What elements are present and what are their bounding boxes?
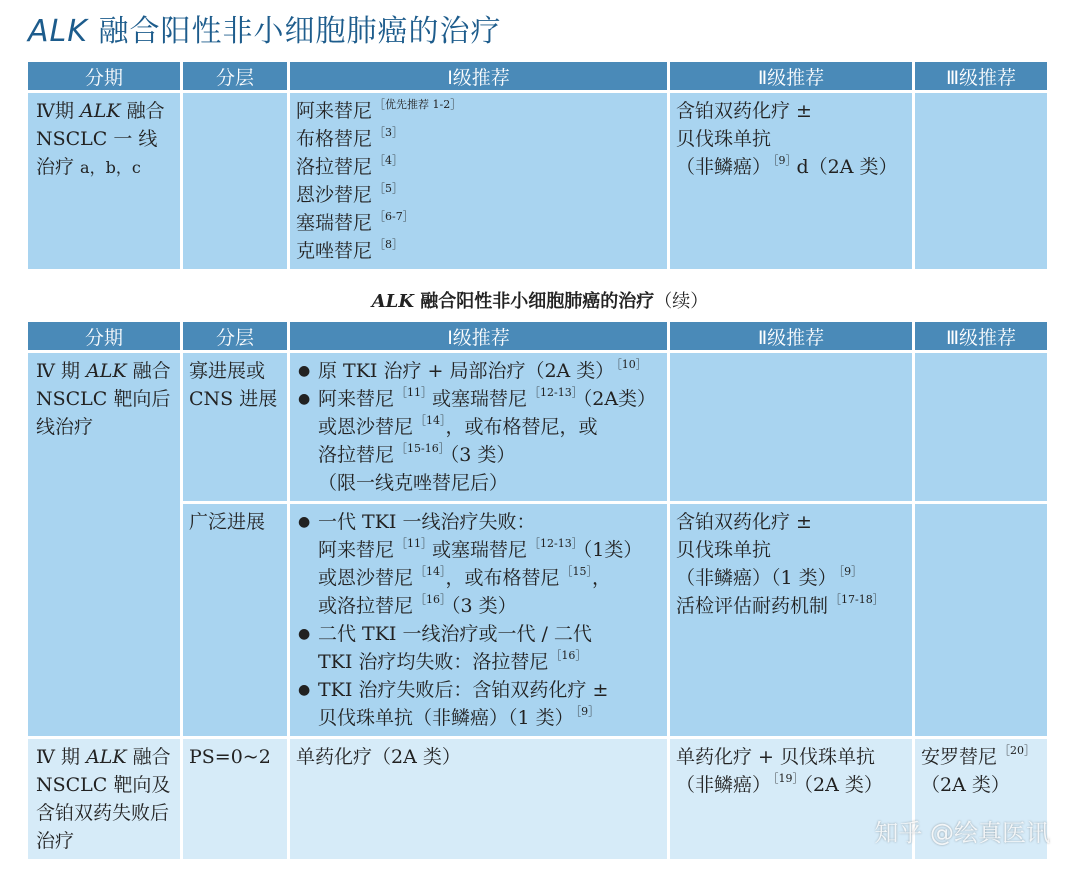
- header-layer: 分层: [183, 62, 287, 90]
- level3-cell: [915, 350, 1047, 501]
- title-text: 融合阳性非小细胞肺癌的治疗: [87, 14, 502, 49]
- table-row: [28, 90, 1047, 269]
- stage-cell: Ⅳ期 ALK 融合 NSCLC 一 线治疗 a，b，c: [28, 90, 180, 269]
- header-level2: Ⅱ级推荐: [670, 322, 912, 350]
- header-level2: Ⅱ级推荐: [670, 62, 912, 90]
- table-continued-title: ALK 融合阳性非小细胞肺癌的治疗（续）: [371, 291, 709, 312]
- level1-cell: [290, 90, 667, 269]
- list-item: ● 原 TKI 治疗 + 局部治疗（2A 类） $^{[10]}$: [296, 357, 661, 385]
- header-row: [28, 62, 1047, 90]
- drug-item: 恩沙替尼 $^{[5]}$: [296, 182, 404, 206]
- level2-cell: 含铂双药化疗 ± 贝伐珠单抗 （非鳞癌）（1 类） $^{[9]}$ 活检评估耐药机制 $^{[17-18]}$: [670, 501, 912, 736]
- drug-item: 克唑替尼 $^{[8]}$: [296, 238, 404, 262]
- layer-cell: [183, 90, 287, 269]
- list-item: ● 二代 TKI 一线治疗或一代 / 二代 TKI 治疗均失败：洛拉替尼 $^{[16]}$: [296, 620, 661, 676]
- list-item: ● 阿来替尼 $^{[11]}$或塞瑞替尼 $^{[12-13]}$（2A类） 或恩沙替尼 $^{[14]}$，或布格替尼，或 洛拉替尼 $^{[15-16]}$（3 类） （限一线克唑替尼后）: [296, 385, 661, 497]
- header-level3: Ⅲ级推荐: [915, 62, 1047, 90]
- header-level1: Ⅰ级推荐: [290, 62, 667, 90]
- watermark: 知乎 @绘真医讯: [874, 819, 1050, 847]
- title-italic: ALK: [28, 14, 88, 49]
- layer-cell: 广泛进展: [183, 501, 287, 736]
- level2-cell: 含铂双药化疗 ± 贝伐珠单抗 （非鳞癌） $^{[9]}$d（2A 类）: [670, 90, 912, 269]
- header-level1: Ⅰ级推荐: [290, 322, 667, 350]
- level3-cell: [915, 90, 1047, 269]
- table-row: [28, 501, 1047, 736]
- drug-item: 布格替尼 $^{[3]}$: [296, 126, 404, 150]
- list-item: ● 一代 TKI 一线治疗失败： 阿来替尼 $^{[11]}$或塞瑞替尼 $^{[12-13]}$（1类） 或恩沙替尼 $^{[14]}$，或布格替尼 $^{[15]}$， 或洛拉替尼 $^{[16]}$（3 类）: [296, 508, 661, 620]
- layer-cell: PS=0~2: [183, 736, 287, 859]
- header-row: [28, 322, 1047, 350]
- drug-item: 塞瑞替尼 $^{[6-7]}$: [296, 210, 414, 234]
- level2-cell: 单药化疗 + 贝伐珠单抗 （非鳞癌） $^{[19]}$（2A 类）: [670, 736, 912, 859]
- level3-cell: 安罗替尼 $^{[20]}$ （2A 类）: [915, 736, 1047, 859]
- treatment-table-first-line: [25, 62, 1050, 269]
- treatment-table-later-line: [25, 322, 1050, 859]
- header-layer: 分层: [183, 322, 287, 350]
- level1-cell: 单药化疗（2A 类）: [290, 736, 667, 859]
- header-stage: 分期: [28, 322, 180, 350]
- table-row: [28, 350, 1047, 501]
- level1-cell: [290, 350, 667, 501]
- list-item: ● TKI 治疗失败后：含铂双药化疗 ± 贝伐珠单抗（非鳞癌）（1 类） $^{[9]}$: [296, 676, 661, 732]
- drug-item: 阿来替尼 $^{[优先推荐 1-2]}$: [296, 98, 462, 122]
- stage-cell: Ⅳ 期 ALK 融合 NSCLC 靶向及含铂双药失败后治疗: [28, 736, 180, 859]
- layer-cell: 寡进展或 CNS 进展: [183, 350, 287, 501]
- drug-item: 洛拉替尼 $^{[4]}$: [296, 154, 404, 178]
- level3-cell: [915, 501, 1047, 736]
- header-stage: 分期: [28, 62, 180, 90]
- page-title: [28, 6, 501, 50]
- level1-cell: [290, 501, 667, 736]
- header-level3: Ⅲ级推荐: [915, 322, 1047, 350]
- stage-cell: Ⅳ 期 ALK 融合 NSCLC 靶向后线治疗: [28, 350, 180, 736]
- level2-cell: [670, 350, 912, 501]
